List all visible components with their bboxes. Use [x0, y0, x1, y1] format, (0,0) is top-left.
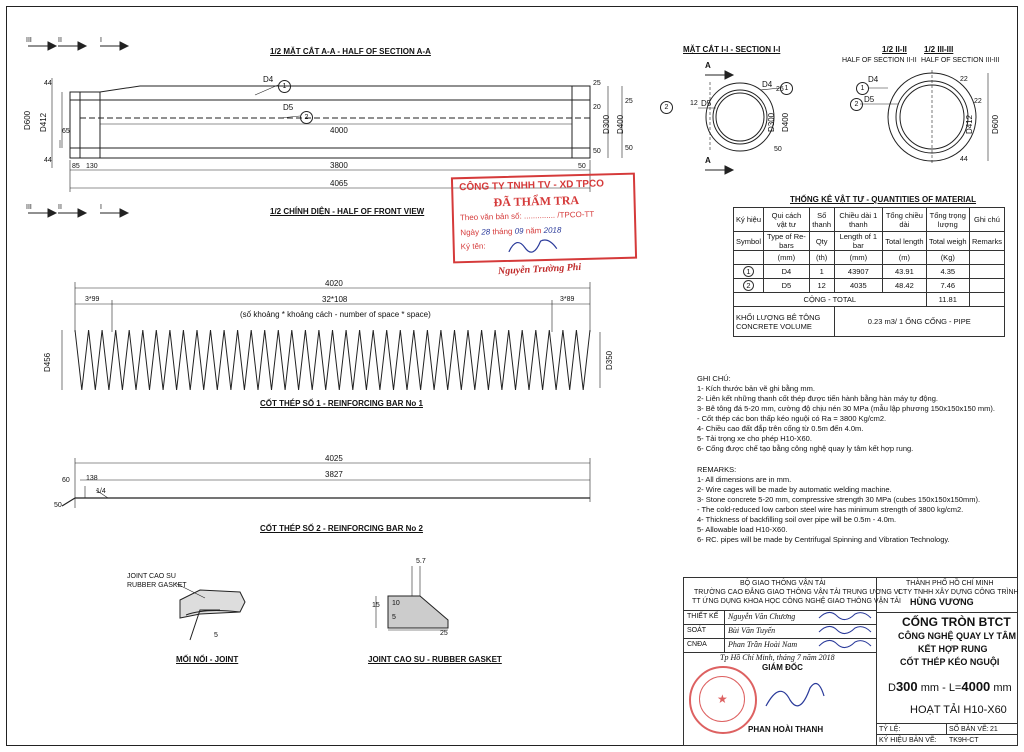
- bar1-title: CỐT THÉP SỐ 1 - REINFORCING BAR No 1: [260, 399, 423, 408]
- section-ii-a-top: A: [705, 61, 711, 70]
- bar2-hook: 138: [86, 475, 98, 482]
- tb-name-lead: Phan Trần Hoài Nam: [728, 640, 798, 649]
- dim-d412: D412: [39, 112, 48, 132]
- table-cell: 43907: [834, 265, 883, 279]
- stamp-year-value: 2018: [543, 225, 562, 236]
- bar2-60: 60: [62, 477, 70, 484]
- table-cell: D4: [764, 265, 810, 279]
- dim-25-a: 25: [593, 80, 601, 87]
- tb-load: HOẠT TẢI H10-X60: [910, 704, 1007, 716]
- note-vn-line: 5- Tải trọng xe cho phép H10-X60.: [697, 434, 812, 443]
- stamp-checked: ĐÃ THẨM TRA: [493, 193, 580, 210]
- note-en-line: 4- Thickness of backfilling soil over pipe will be 0.5m - 4.0m.: [697, 515, 897, 524]
- section-iiii-title: 1/2 II-II: [882, 45, 907, 54]
- col-type-en: Type of Re-bars: [764, 232, 810, 251]
- row-symbol: 2: [743, 280, 754, 291]
- dim-20: 20: [593, 104, 601, 111]
- table-row: [734, 265, 1005, 279]
- section-ii-50: 50: [774, 146, 782, 153]
- front-view-title: 1/2 CHÍNH DIỆN - HALF OF FRONT VIEW: [270, 207, 425, 216]
- section-iiii-22b: 22: [974, 98, 982, 105]
- concrete-label-vn: KHỐI LƯỢNG BÊ TÔNG: [736, 312, 821, 322]
- note-en-line: 3- Stone concrete 5-20 mm, compressive strength 30 MPa (cubes 150x150x150mm).: [697, 495, 981, 504]
- stamp-signature: [504, 232, 565, 258]
- notes-vn-title: GHI CHÚ:: [697, 374, 731, 383]
- col-length-vn: Chiều dài 1 thanh: [834, 208, 883, 232]
- section-iiii-d600: D600: [991, 114, 1000, 134]
- notes-en-title: REMARKS:: [697, 465, 737, 474]
- tb-role-lead: CNĐA: [687, 641, 707, 648]
- table-row: [734, 279, 1005, 293]
- note-vn-line: 6- Cống được chế tạo bằng công nghệ quay ly tâm kết hợp rung.: [697, 444, 914, 453]
- tb-tech3: CỐT THÉP KÉO NGUỘI: [900, 657, 1000, 667]
- note-vn-line: 1- Kích thước bản vẽ ghi bằng mm.: [697, 384, 815, 393]
- table-cell: [969, 265, 1004, 279]
- seal-star-icon: ★: [717, 692, 728, 706]
- section-ii-callout-2: 2: [660, 101, 673, 114]
- table-cell: [969, 279, 1004, 293]
- bar2-title: CỐT THÉP SỐ 2 - REINFORCING BAR No 2: [260, 524, 423, 533]
- gasket-dim-25: 25: [440, 630, 448, 637]
- joint-title: MỐI NỐI - JOINT: [176, 655, 239, 664]
- col-total-weight-vn: Tổng trọng lượng: [926, 208, 969, 232]
- materials-title: THỐNG KÊ VẬT TƯ - QUANTITIES OF MATERIAL: [790, 195, 977, 204]
- note-en-line: 6- RC. pipes will be made by Centrifugal Spinning and Vibration Technology.: [697, 535, 950, 544]
- table-cell: D5: [764, 279, 810, 293]
- mark-i: I: [100, 37, 102, 44]
- tb-tech1: CÔNG NGHỆ QUAY LY TÂM: [898, 631, 1017, 641]
- materials-table: [733, 207, 1005, 337]
- stamp-handwritten-name: Nguyễn Trường Phi: [497, 261, 582, 278]
- tb-dim-d: 300: [895, 679, 918, 694]
- dim-d300: D300: [602, 114, 611, 134]
- stamp-day-label: Ngày: [460, 227, 480, 238]
- concrete-label: [734, 307, 835, 337]
- mark-iii: III: [26, 37, 32, 44]
- note-en-line: 1- All dimensions are in mm.: [697, 475, 792, 484]
- note-vn-line: 3- Bê tông đá 5-20 mm, cường độ chịu nén 30 MPa (mẫu lập phương 150x150x150 mm).: [697, 404, 995, 413]
- bar1-d350: D350: [605, 350, 614, 370]
- note-vn-line: 4- Chiều cao đất đắp trên cống từ 0.5m đến 4.0m.: [697, 424, 864, 433]
- note-vn-line: - Cốt thép các bon thấp kéo nguội có Ra = 3800 Kg/cm2.: [697, 414, 887, 423]
- dim-50-b: 50: [625, 145, 633, 152]
- dim-50-c: 50: [578, 163, 586, 170]
- dim-44-top: 44: [44, 80, 52, 87]
- unit-cell: [734, 251, 764, 265]
- gasket-dim-5: 5: [392, 614, 396, 621]
- unit-cell: (mm): [834, 251, 883, 265]
- col-remarks-vn: Ghi chú: [969, 208, 1004, 232]
- unit-cell: (mm): [764, 251, 810, 265]
- section-iiii-22a: 22: [960, 76, 968, 83]
- table-cell: 7.46: [926, 279, 969, 293]
- bar1-left: 3*99: [85, 296, 100, 303]
- tb-name-design: Nguyễn Văn Chương: [728, 612, 796, 621]
- note-vn-line: 2- Liên kết những thanh cốt thép được tiến hành bằng hàn máy tự động.: [697, 394, 938, 403]
- section-iiii-44: 44: [960, 156, 968, 163]
- dim-25-b: 25: [625, 98, 633, 105]
- mark-ii: II: [58, 37, 62, 44]
- total-label: CỘNG - TOTAL: [734, 293, 927, 307]
- stamp-month-label: tháng: [492, 226, 513, 237]
- bar-d4-label: D4: [263, 75, 274, 84]
- tb-code: TK9H-CT: [949, 737, 979, 744]
- concrete-value: 0.23 m3/ 1 ỐNG CỐNG - PIPE: [834, 307, 1004, 337]
- dim-3800: 3800: [330, 161, 348, 170]
- joint-dim-5: 5: [214, 632, 218, 639]
- gasket-title: JOINT CAO SU - RUBBER GASKET: [368, 655, 502, 664]
- tb-sheet-label: SỐ BẢN VẼ:: [949, 726, 989, 733]
- section-iiiiii-sub: HALF OF SECTION III-III: [921, 57, 1000, 64]
- col-total-length-vn: Tổng chiều dài: [883, 208, 926, 232]
- bar2-slope: 1/4: [96, 488, 106, 495]
- total-value: 11.81: [926, 293, 969, 307]
- dim-85: 85: [72, 163, 80, 170]
- front-mark-ii: II: [58, 204, 62, 211]
- stamp-day-value: 28: [481, 227, 491, 237]
- tb-dim-prefix: D: [888, 682, 896, 694]
- gasket-dim-57: 5.7: [416, 558, 426, 565]
- tb-company: CTY TNHH XÂY DỰNG CÔNG TRÌNH: [898, 589, 1019, 596]
- bar1-mid: 32*108: [322, 295, 348, 304]
- tb-center: TT ỨNG DỤNG KHOA HỌC CÔNG NGHỆ GIAO THÔNG VẬN TẢI: [692, 598, 902, 605]
- bar2-50: 50: [54, 502, 62, 509]
- unit-cell: (m): [883, 251, 926, 265]
- section-ii-12: 12: [690, 100, 698, 107]
- bar2-total: 4025: [325, 454, 343, 463]
- unit-cell: (Kg): [926, 251, 969, 265]
- approval-stamp: [451, 173, 637, 264]
- stamp-month-value: 09: [514, 226, 524, 236]
- section-ii-title: MẶT CẮT I-I - SECTION I-I: [683, 45, 781, 54]
- tb-director: GIÁM ĐỐC: [762, 663, 803, 672]
- gasket-dim-15: 15: [372, 602, 380, 609]
- section-iiii-d4: D4: [868, 75, 879, 84]
- tb-name-check: Bùi Văn Tuyến: [728, 626, 776, 635]
- tb-dim-mid: mm - L=: [917, 682, 962, 694]
- table-cell: 1: [809, 265, 834, 279]
- tb-role-design: THIẾT KẾ: [687, 613, 719, 620]
- note-en-line: 5- Allowable load H10-X60.: [697, 525, 788, 534]
- front-mark-iii: III: [26, 204, 32, 211]
- col-qty-en: Qty: [809, 232, 834, 251]
- joint-label-1: JOINT CAO SU: [127, 573, 176, 580]
- tb-director-name: PHAN HOÀI THANH: [748, 725, 824, 734]
- dim-44-bottom: 44: [44, 157, 52, 164]
- concrete-label-en: CONCRETE VOLUME: [736, 321, 812, 331]
- unit-cell: (th): [809, 251, 834, 265]
- table-cell: 48.42: [883, 279, 926, 293]
- stamp-year-label: năm: [525, 226, 542, 236]
- tb-dimension: [888, 680, 1012, 694]
- section-ii-d400: D400: [781, 112, 790, 132]
- bar-callout-2: 2: [300, 111, 313, 124]
- dim-d400: D400: [616, 114, 625, 134]
- section-ii-d4: D4: [762, 80, 773, 89]
- table-cell: 4035: [834, 279, 883, 293]
- section-ii-callout-1: 1: [780, 82, 793, 95]
- stamp-company: CÔNG TY TNHH TV - XD TPCO: [459, 178, 605, 194]
- table-cell: 12: [809, 279, 834, 293]
- section-aa-title: 1/2 MẶT CẮT A-A - HALF OF SECTION A-A: [270, 47, 431, 56]
- section-iiii-d5: D5: [864, 95, 875, 104]
- section-iiiiii-title: 1/2 III-III: [924, 45, 954, 54]
- unit-cell: [969, 251, 1004, 265]
- col-type-vn: Qui cách vật tư: [764, 208, 810, 232]
- section-ii-d300: D300: [767, 112, 776, 132]
- tb-company-name: HÙNG VƯƠNG: [910, 597, 974, 607]
- section-iiii-callout-1: 1: [856, 82, 869, 95]
- tb-city: THÀNH PHỐ HỒ CHÍ MINH: [906, 580, 994, 587]
- bar1-right: 3*89: [560, 296, 575, 303]
- tb-signatures: [815, 608, 875, 653]
- dim-d600: D600: [23, 110, 32, 130]
- bar2-inner: 3827: [325, 470, 343, 479]
- stamp-sign-label: Ký tên:: [460, 241, 486, 252]
- col-length-en: Length of 1 bar: [834, 232, 883, 251]
- section-iiii-sub: HALF OF SECTION II-II: [842, 57, 917, 64]
- joint-label-2: RUBBER GASKET: [127, 582, 187, 589]
- front-mark-i: I: [100, 204, 102, 211]
- table-cell: 4.35: [926, 265, 969, 279]
- tb-dim-l: 4000: [961, 679, 991, 694]
- col-total-weight-en: Total weigh: [926, 232, 969, 251]
- bar-d5-label: D5: [283, 103, 294, 112]
- note-en-line: - The cold-reduced low carbon steel wire has minimum strength of 3800 kg/cm2.: [697, 505, 964, 514]
- gasket-dim-10: 10: [392, 600, 400, 607]
- bar1-d456: D456: [43, 352, 52, 372]
- tb-school: TRƯỜNG CAO ĐẲNG GIAO THÔNG VẬN TẢI TRUNG ƯƠNG VI: [694, 589, 901, 596]
- dim-130: 130: [86, 163, 98, 170]
- tb-dim-suffix: mm: [990, 682, 1012, 694]
- note-en-line: 2- Wire cages will be made by automatic welding machine.: [697, 485, 892, 494]
- dim-4065: 4065: [330, 179, 348, 188]
- row-symbol: 1: [743, 266, 754, 277]
- col-symbol-vn: Ký hiệu: [734, 208, 764, 232]
- official-seal: [689, 666, 757, 734]
- section-ii-a-bottom: A: [705, 156, 711, 165]
- dim-50-a: 50: [593, 148, 601, 155]
- bar-callout-1: 1: [278, 80, 291, 93]
- tb-tech2: KẾT HỢP RUNG: [918, 644, 988, 654]
- tb-product: CỐNG TRÒN BTCT: [902, 615, 1011, 629]
- tb-sheet-no: 21: [990, 726, 998, 733]
- tb-scale-label: TỶ LỆ:: [879, 726, 901, 733]
- bar1-note: (số khoảng * khoảng cách - number of space * space): [240, 310, 431, 319]
- col-remarks-en: Remarks: [969, 232, 1004, 251]
- section-iiii-d412: D412: [965, 114, 974, 134]
- director-signature: [760, 676, 830, 716]
- col-qty-vn: Số thanh: [809, 208, 834, 232]
- tb-code-label: KÝ HIỆU BẢN VẼ:: [879, 737, 937, 744]
- section-iiii-callout-2: 2: [850, 98, 863, 111]
- stamp-line1: Theo văn bản số: .............. /TPCO-TT: [459, 209, 595, 223]
- tb-date: Tp Hồ Chí Minh, tháng 7 năm 2018: [720, 653, 835, 662]
- col-symbol-en: Symbol: [734, 232, 764, 251]
- section-ii-25: 25: [776, 86, 784, 93]
- table-cell: 43.91: [883, 265, 926, 279]
- dim-65: 65: [62, 128, 70, 135]
- tb-role-check: SOÁT: [687, 627, 707, 634]
- dim-4000: 4000: [330, 126, 348, 135]
- tb-ministry: BỘ GIAO THÔNG VẬN TẢI: [740, 580, 826, 587]
- col-total-length-en: Total length: [883, 232, 926, 251]
- bar1-total: 4020: [325, 279, 343, 288]
- section-ii-d5: D5: [701, 99, 712, 108]
